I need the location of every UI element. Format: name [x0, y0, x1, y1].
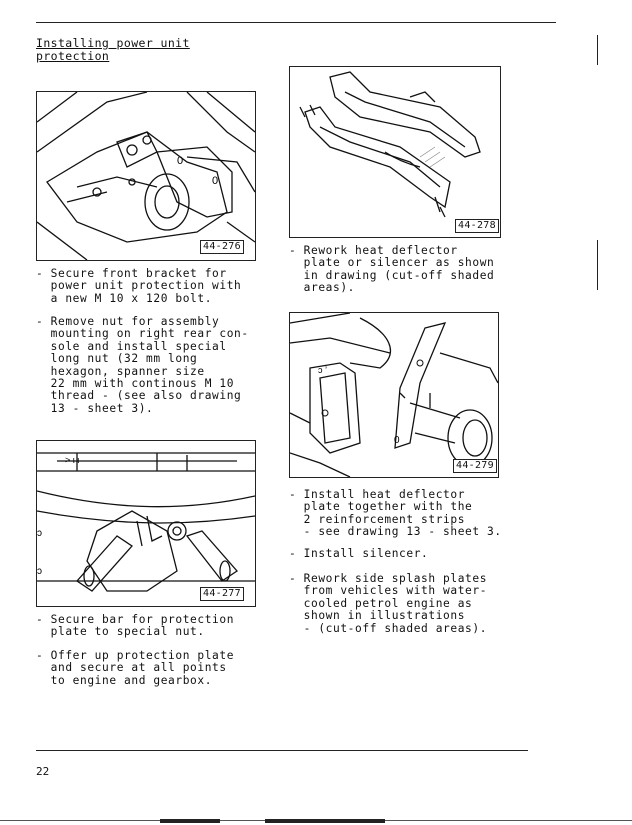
svg-text:0: 0: [177, 155, 184, 167]
figure-44-276-drawing: [37, 92, 255, 260]
bottom-edge-bar: [160, 819, 220, 823]
figure-44-276: [36, 91, 256, 261]
header-rule: [36, 22, 556, 23]
figure-label-44-276: 44-276: [200, 240, 244, 254]
left-paragraph-2: - Remove nut for assembly mounting on right rear con- sole and install special long nut (32 mm long hexagon, spanner size 22 mm with continous M 10 thread - (see also drawing 13 - sheet 3).: [36, 315, 249, 415]
svg-text:ɔ: ɔ: [37, 566, 42, 577]
svg-text:ɔ: ɔ: [37, 528, 42, 539]
figure-44-278: [289, 66, 501, 238]
svg-text:0: 0: [394, 435, 400, 446]
figure-44-277: [36, 440, 256, 607]
right-paragraph-3: - Install silencer.: [289, 547, 429, 560]
right-paragraph-4: - Rework side splash plates from vehicles with water- cooled petrol engine as shown in illustrations - (cut-off shaded areas).: [289, 572, 488, 635]
left-paragraph-1: - Secure front bracket for power unit protection with a new M 10 x 120 bolt.: [36, 267, 242, 305]
left-paragraph-3: - Secure bar for protection plate to special nut.: [36, 613, 235, 639]
figure-44-279: [289, 312, 499, 478]
right-margin-mark: [597, 35, 598, 65]
figure-label-44-278: 44-278: [455, 219, 499, 233]
figure-44-278-drawing: [290, 67, 500, 237]
bottom-edge-bar-2: [265, 819, 385, 823]
right-paragraph-1: - Rework heat deflector plate or silencer as shown in drawing (cut-off shaded areas).: [289, 244, 495, 295]
footer-rule: [36, 750, 528, 751]
figure-44-279-drawing: [290, 313, 498, 477]
right-margin-mark-2: [597, 240, 598, 290]
left-paragraph-4: - Offer up protection plate and secure at all points to engine and gearbox.: [36, 649, 235, 687]
svg-text:> ι ι: > ι ι: [65, 455, 80, 465]
svg-text:0: 0: [212, 175, 219, 187]
page-number: 22: [36, 765, 50, 778]
section-title: Installing power unit protection: [36, 36, 190, 63]
svg-text:ɔ ’: ɔ ’: [318, 365, 327, 375]
figure-44-277-drawing: [37, 441, 255, 606]
right-paragraph-2: - Install heat deflector plate together with the 2 reinforcement strips - see drawing 13 - sheet 3.: [289, 488, 502, 539]
figure-label-44-277: 44-277: [200, 587, 244, 601]
figure-label-44-279: 44-279: [453, 459, 497, 473]
